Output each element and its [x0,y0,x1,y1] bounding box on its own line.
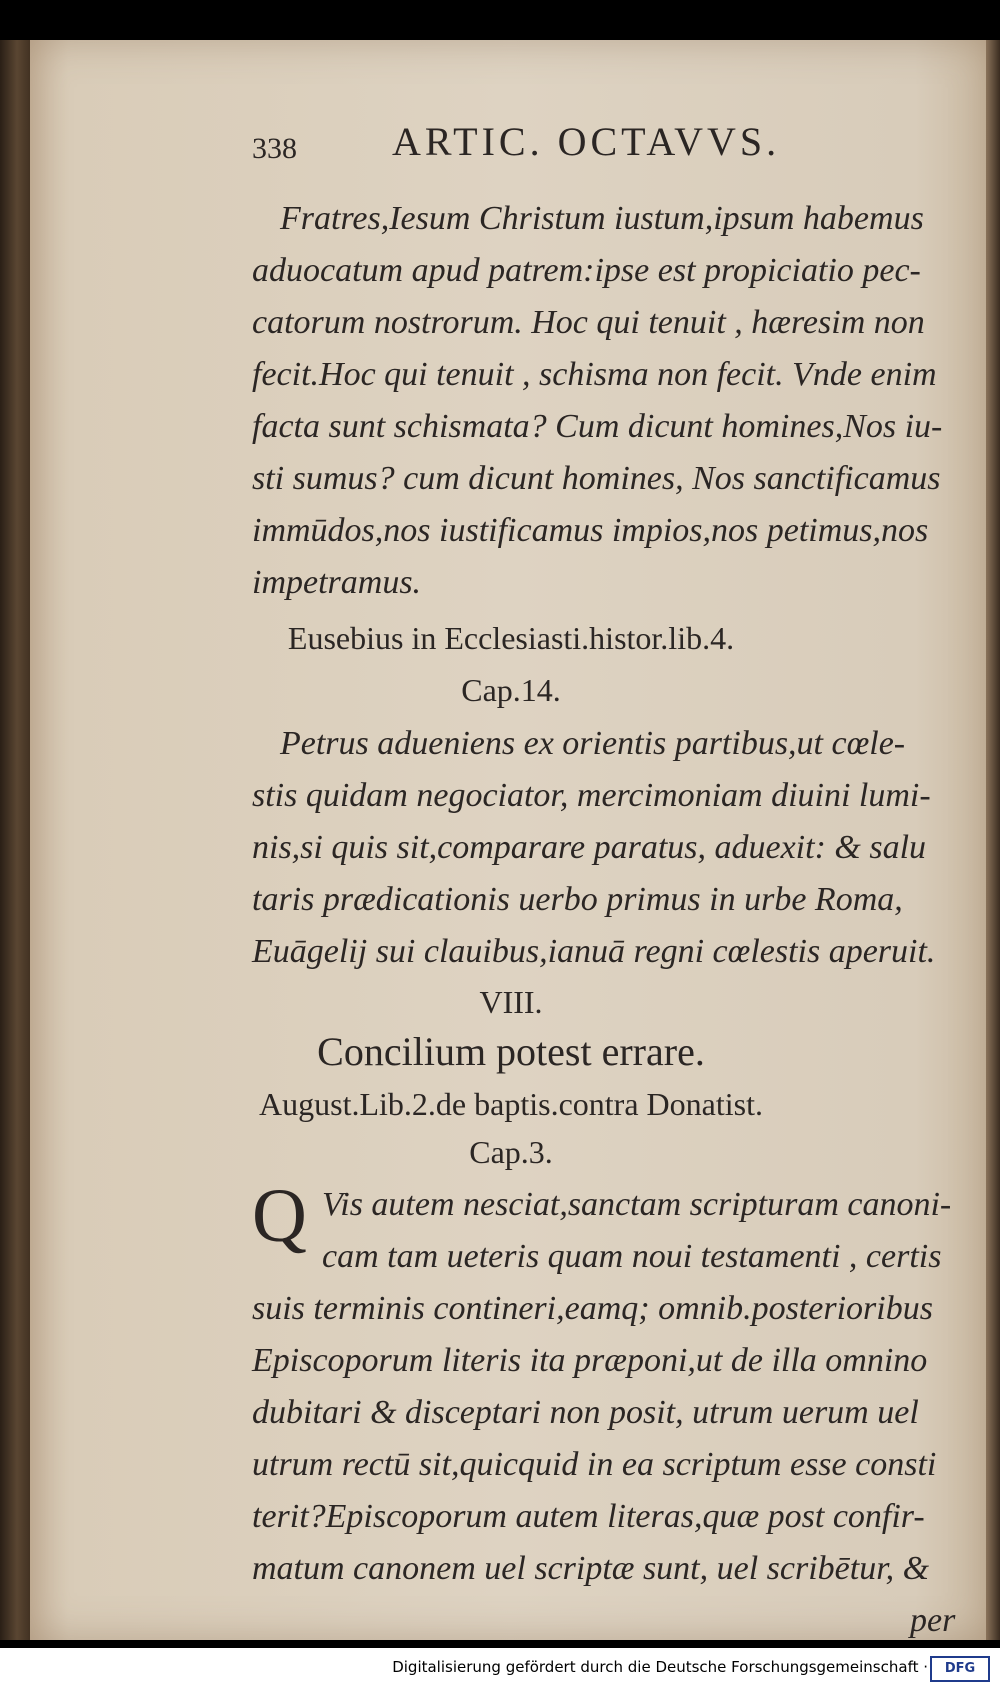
source-citation: August.Lib.2.de baptis.contra Donatist. [259,1086,763,1122]
catchword: per [910,1602,956,1639]
text-line: terit?Episcoporum autem literas,quæ post confir- [252,1498,925,1535]
text-line: dubitari & disceptari non posit, utrum uerum uel [252,1394,919,1431]
page-text [30,40,992,1640]
text-line: stis quidam negociator, mercimoniam diuini lumi- [252,777,931,814]
text-line: catorum nostrorum. Hoc qui tenuit , hæresim non [252,304,925,341]
funding-credit: Digitalisierung gefördert durch die Deutsche Forschungsgemeinschaft · [392,1658,928,1676]
book-spine [0,40,34,1640]
page-header [252,118,952,188]
section-number: VIII. [479,984,543,1020]
text-line: cam tam ueteris quam noui testamenti , certis [322,1238,942,1275]
text-line: nis,si quis sit,comparare paratus, aduexit: & salu [252,829,927,866]
text-line: immūdos,nos iustificamus impios,nos petimus,nos [252,512,929,549]
text-line: Episcoporum literis ita præponi,ut de illa omnino [252,1342,928,1379]
text-line: Fratres,Iesum Christum iustum,ipsum habemus [280,200,924,237]
text-line: sti sumus? cum dicunt homines, Nos sanctificamus [252,460,941,497]
text-line: taris prædicationis uerbo primus in urbe Roma, [252,881,903,918]
text-line: impetramus. [252,564,422,601]
chapter-label: Cap.3. [469,1134,553,1170]
text-line: aduocatum apud patrem:ipse est propiciatio pec- [252,252,921,289]
text-line: matum canonem uel scriptæ sunt, uel scribētur, & [252,1550,930,1587]
text-line: suis terminis contineri,eamq; omnib.posterioribus [252,1290,933,1327]
page-edge [986,40,1000,1640]
drop-capital: Q [252,1174,307,1258]
chapter-label: Cap.14. [461,672,561,708]
section-title: Concilium potest errare. [317,1029,705,1074]
footer-bar [0,1648,1000,1690]
source-citation: Eusebius in Ecclesiasti.histor.lib.4. [287,620,735,656]
text-line: utrum rectū sit,quicquid in ea scriptum esse consti [252,1446,937,1483]
text-line: facta sunt schismata? Cum dicunt homines,Nos iu- [252,408,943,445]
running-head: ARTIC. OCTAVVS. [392,119,781,164]
text-line: Petrus adueniens ex orientis partibus,ut cœle- [280,725,906,762]
text-line: fecit.Hoc qui tenuit , schisma non fecit. Vnde enim [252,356,937,393]
text-line: Euāgelij sui clauibus,ianuā regni cœlestis aperuit. [252,933,936,970]
text-line: Vis autem nesciat,sanctam scripturam canoni- [322,1186,952,1223]
dfg-logo: DFG [930,1656,990,1682]
book-page [30,40,992,1640]
page-number: 338 [252,132,297,165]
